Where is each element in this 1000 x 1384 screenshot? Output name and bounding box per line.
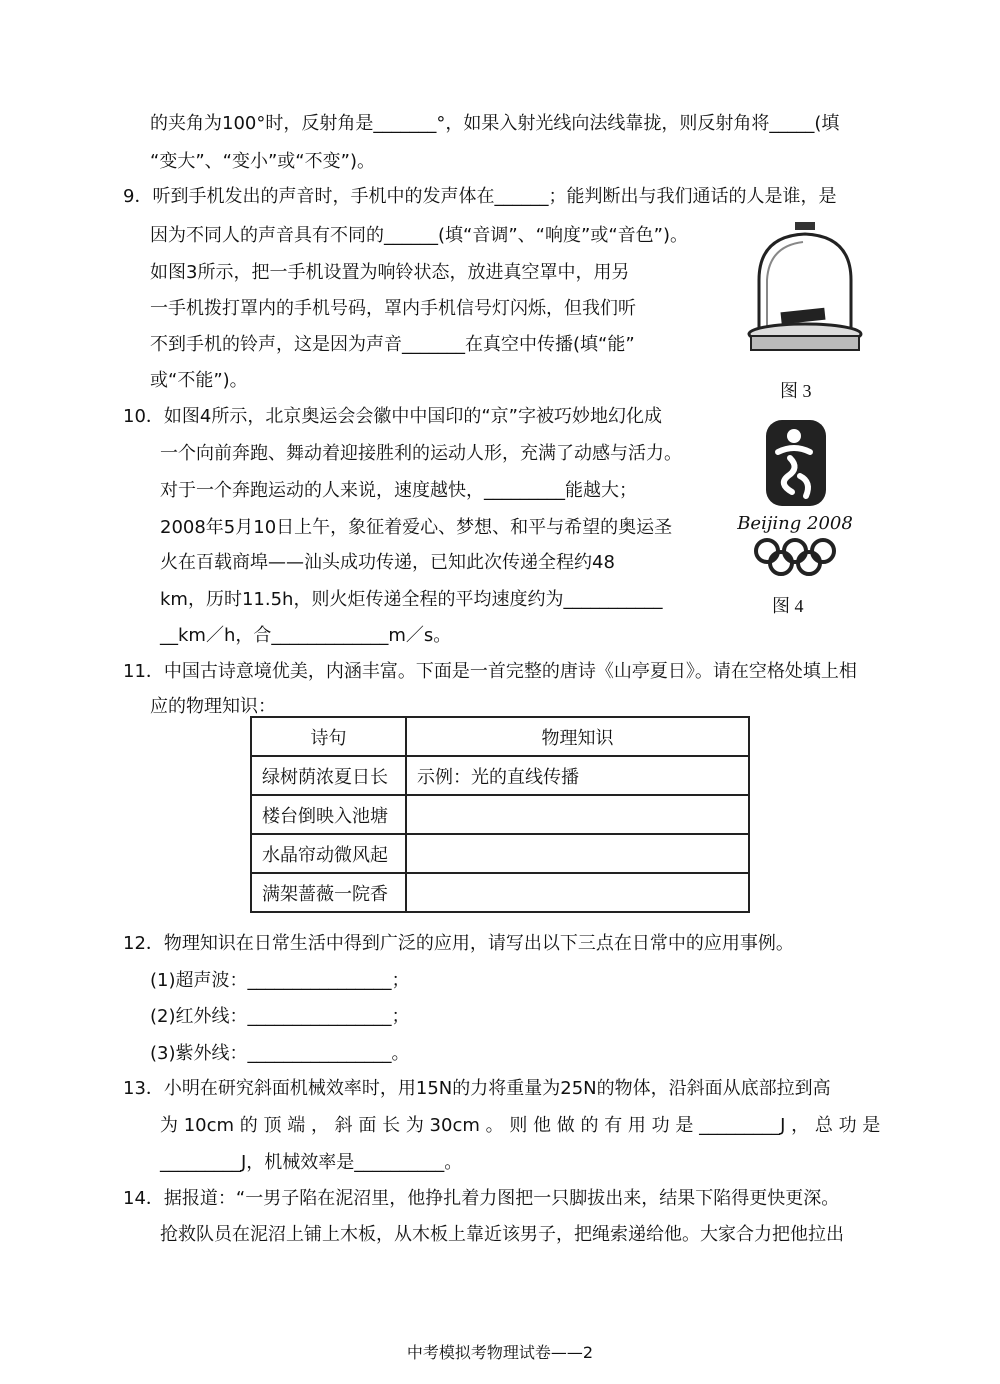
text-line: 因为不同人的声音具有不同的______(填“音调”、“响度”或“音色”)。 <box>150 225 688 246</box>
question-10: 10．如图4所示，北京奥运会会徽中中国印的“京”字被巧妙地幻化成 <box>123 406 663 427</box>
text-line: 如图3所示，把一手机设置为响铃状态，放进真空罩中，用另 <box>150 262 630 283</box>
figure-3-label: 图 3 <box>780 381 812 401</box>
table-row <box>251 873 749 912</box>
table-row <box>251 756 749 795</box>
question-13: 13．小明在研究斜面机械效率时，用15N的力将重量为25N的物体，沿斜面从底部拉到高 <box>123 1078 831 1099</box>
text-line: 不到手机的铃声，这是因为声音_______在真空中传播(填“能” <box>150 334 635 355</box>
text-line: 为 10cm 的 顶 端 ， 斜 面 长 为 30cm 。 则 他 做 的 有 用 功 是 _________J ， 总 功 是 <box>160 1115 881 1136</box>
text-line: 应的物理知识： <box>150 696 276 717</box>
question-14: 14．据报道：“一男子陷在泥沼里，他挣扎着力图把一只脚拔出来，结果下陷得更快更深。 <box>123 1188 840 1209</box>
text-line: km，历时11.5h，则火炬传递全程的平均速度约为___________ <box>160 589 663 610</box>
text-line: 2008年5月10日上午，象征着爱心、梦想、和平与希望的奥运圣 <box>160 517 673 538</box>
table-row <box>251 795 749 834</box>
question-9: 9．听到手机发出的声音时，手机中的发声体在______；能判断出与我们通话的人是谁，是 <box>123 186 837 207</box>
text-line: 抢救队员在泥沼上铺上木板，从木板上靠近该男子，把绳索递给他。大家合力把他拉出 <box>160 1224 844 1245</box>
answer-cell[interactable] <box>406 795 749 834</box>
emblem-text: Beijing 2008 <box>737 513 853 534</box>
text-line: __km／h，合_____________m／s。 <box>160 625 452 646</box>
question-11: 11．中国古诗意境优美，内涵丰富。下面是一首完整的唐诗《山亭夏日》。请在空格处填上相 <box>123 661 857 682</box>
figure-4-label: 图 4 <box>772 596 804 616</box>
text-line: 的夹角为100°时，反射角是_______°，如果入射光线向法线靠拢，则反射角将_____(填 <box>150 113 840 134</box>
text-line: 一手机拨打罩内的手机号码，罩内手机信号灯闪烁，但我们听 <box>150 298 636 319</box>
text-line: 一个向前奔跑、舞动着迎接胜利的运动人形，充满了动感与活力。 <box>160 443 682 464</box>
table-cell: 满架蔷薇一院香 <box>251 873 406 912</box>
table-cell: 楼台倒映入池塘 <box>251 795 406 834</box>
bell-jar-figure <box>745 218 865 360</box>
phone-shape <box>780 308 825 325</box>
text-line: _________J，机械效率是__________。 <box>160 1152 463 1173</box>
beijing-2008-emblem <box>730 414 860 584</box>
jar-knob <box>795 222 815 230</box>
question-12: 12．物理知识在日常生活中得到广泛的应用，请写出以下三点在日常中的应用事例。 <box>123 933 794 954</box>
table-header: 物理知识 <box>406 717 749 756</box>
text-line: (3)紫外线：________________。 <box>150 1043 410 1064</box>
table-cell: 示例：光的直线传播 <box>406 756 749 795</box>
text-line: (2)红外线：________________； <box>150 1006 410 1027</box>
text-line: 对于一个奔跑运动的人来说，速度越快，_________能越大； <box>160 480 637 501</box>
olympic-rings-icon <box>756 540 834 574</box>
answer-cell[interactable] <box>406 834 749 873</box>
text-line: “变大”、“变小”或“不变”)。 <box>150 151 375 172</box>
table-cell: 绿树荫浓夏日长 <box>251 756 406 795</box>
text-line: 或“不能”)。 <box>150 370 248 391</box>
table-header-row <box>251 717 749 756</box>
table-row <box>251 834 749 873</box>
answer-cell[interactable] <box>406 873 749 912</box>
table-cell: 水晶帘动微风起 <box>251 834 406 873</box>
text-line: 火在百载商埠——汕头成功传递，已知此次传递全程约48 <box>160 552 615 573</box>
table-header: 诗句 <box>251 717 406 756</box>
page-footer: 中考模拟考物理试卷——2 <box>406 1343 594 1362</box>
poem-table <box>250 716 750 913</box>
text-line: (1)超声波：________________； <box>150 970 410 991</box>
